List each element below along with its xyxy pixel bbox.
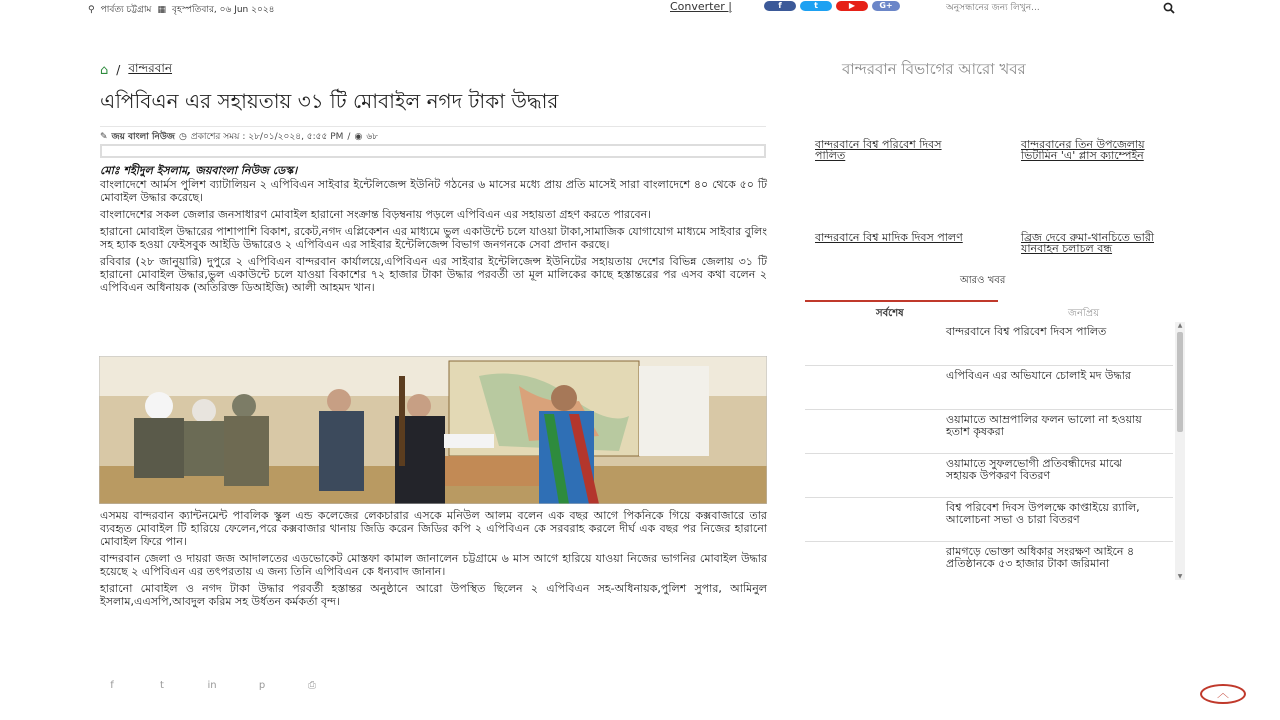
- eye-icon: ◉: [354, 131, 363, 142]
- pinterest-share-icon[interactable]: p: [258, 680, 266, 691]
- paragraph: হারানো মোবাইল উদ্ধারের পাশাপাশি বিকাশ, রকেট,নগদ এপ্লিকেশন এর মাধ্যমে ভুল একাউন্টে চলে যাওয়া টাকা,সামাজিক যোগাযোগ মাধ্যমে সাইবার বুলিং সহ হ্যাক হওয়া ফেইসবুক আইডি উদ্ধারেও ২ এপিবিএন এর সাইবার ইন্টেলিজেন্স বিভাগ জনগনকে সেবা প্রদান করছে।: [100, 225, 767, 251]
- latest-news-list: [805, 322, 1175, 580]
- twitter-share-icon[interactable]: t: [160, 680, 164, 691]
- list-item-title[interactable]: বিশ্ব পরিবেশ দিবস উপলক্ষে কাপ্তাইয়ে র‍্যালি, আলোচনা সভা ও চারা বিতরণ: [946, 501, 1140, 526]
- breadcrumb: [100, 60, 172, 80]
- list-item[interactable]: [805, 454, 1173, 498]
- list-item[interactable]: [805, 410, 1173, 454]
- google-plus-icon[interactable]: G+: [872, 1, 900, 11]
- sidebar-scrollbar[interactable]: [1175, 322, 1185, 580]
- article-title: এপিবিএন এর সহায়তায় ৩১ টি মোবাইল নগদ টাকা উদ্ধার: [100, 89, 559, 113]
- tab-popular[interactable]: জনপ্রিয়: [1068, 308, 1100, 319]
- breadcrumb-item[interactable]: বান্দরবান: [128, 61, 173, 75]
- chevron-up-icon: ︿: [1216, 686, 1229, 700]
- paragraph: বাংলাদেশে আর্মস পুলিশ ব্যাটালিয়ন ২ এপিবিএন সাইবার ইন্টেলিজেন্স ইউনিট গঠনের ৬ মাসের মধ্যে প্রায় প্রতি মাসেই সারা বাংলাদেশে ৪০ থেকে ৫০ টি মোবাইল উদ্ধার করেছে।: [100, 178, 767, 204]
- list-item[interactable]: [805, 366, 1173, 410]
- scroll-thumb[interactable]: [1177, 332, 1183, 432]
- ad-placeholder-box: [100, 144, 766, 158]
- list-item-title[interactable]: রামগড়ে ভোক্তা অধিকার সংরক্ষণ আইনে ৪ প্রতিষ্ঠানকে ৫৩ হাজার টাকা জরিমানা: [946, 545, 1135, 570]
- social-links: [764, 1, 900, 11]
- paragraph: বাংলাদেশের সকল জেলার জনসাধারণ মোবাইল হারানো সংক্রান্ত বিড়ম্বনায় পড়লে এপিবিএন এর সহায়তা গ্রহণ করতে পারবেন।: [100, 208, 652, 221]
- article-body: [100, 178, 767, 298]
- breadcrumb-separator: /: [116, 63, 121, 77]
- facebook-icon[interactable]: f: [764, 1, 796, 11]
- scroll-up-arrow-icon[interactable]: ▲: [1177, 322, 1183, 329]
- clock-icon: ◷: [179, 131, 187, 142]
- list-item[interactable]: [805, 322, 1173, 366]
- article-photo: [99, 356, 767, 504]
- print-icon[interactable]: ⎙: [308, 680, 316, 691]
- location-text: পার্বত্য চট্টগ্রাম: [100, 5, 152, 15]
- more-news-link[interactable]: আরও খবর: [960, 275, 1006, 286]
- list-item[interactable]: [805, 498, 1173, 542]
- list-item-title[interactable]: ওয়ামাতে আম্রপালির ফলন ভালো না হওয়ায় হতাশ কৃষকরা: [946, 413, 1142, 438]
- sidebar-link[interactable]: বান্দরবানে বিশ্ব পরিবেশ দিবস পালিত: [815, 138, 942, 162]
- view-count: ৬৮: [366, 132, 379, 142]
- converter-link[interactable]: Converter |: [670, 0, 732, 13]
- search-icon[interactable]: [1163, 2, 1175, 14]
- paragraph: এসময় বান্দরবান ক্যান্টনমেন্ট পাবলিক স্কুল এন্ড কলেজের লেকচারার এসকে মনিউল আলম বলেন এক বছর আগে পিকনিকে গিয়ে কক্সবাজারে তার ব্যবহৃত মোবাইল টি হারিয়ে ফেলেন,পরে কক্সবাজার থানায় জিডি করেন জিডির কপি ২ এপিবিএন কে সরবরাহ করলে দীর্ঘ এক বছর পর নিজের হারানো মোবাইল ফিরে পান।: [100, 509, 767, 548]
- sidebar-link[interactable]: বান্দরবানে বিশ্ব মাদিক দিবস পালণ: [815, 231, 963, 244]
- list-item-title[interactable]: বান্দরবানে বিশ্ব পরিবেশ দিবস পালিত: [946, 325, 1107, 338]
- twitter-icon[interactable]: t: [800, 1, 832, 11]
- date-text: বৃহস্পতিবার, ০৬ Jun ২০২৪: [171, 5, 275, 15]
- map-pin-icon: ⚲: [88, 4, 95, 15]
- sidebar-title: বান্দরবান বিভাগের আরো খবর: [842, 60, 1026, 78]
- published-time: প্রকাশের সময় : ২৮/০১/২০২৪, ৫:৫৫ PM: [190, 132, 344, 142]
- paragraph: হারানো মোবাইল ও নগদ টাকা উদ্ধার পরবর্তী হস্তান্তর অনুষ্ঠানে আরো উপস্থিত ছিলেন ২ এপিবিএন সহ-অধিনায়ক,পুলিশ সুপার, আমিনুল ইসলাম,এএসপি,আবদুল করিম সহ উর্ধতন কর্মকর্তা বৃন্দ।: [100, 582, 767, 608]
- list-item-title[interactable]: এপিবিএন এর অভিযানে চোলাই মদ উদ্ধার: [946, 369, 1131, 382]
- list-item-title[interactable]: ওয়ামাতে সুফলভোগী প্রতিবন্ধীদের মাঝে সহায়ক উপকরণ বিতরণ: [946, 457, 1122, 482]
- search-input[interactable]: [946, 1, 1156, 15]
- sidebar-link[interactable]: ব্রিজ দেবে রুমা-থানচিতে ভারী যানবাহন চলাচল বন্ধ: [1021, 231, 1155, 255]
- home-icon[interactable]: ⌂: [100, 62, 109, 78]
- separator: /: [347, 131, 351, 142]
- tab-latest[interactable]: সর্বশেষ: [876, 308, 904, 319]
- calendar-icon: ▦: [157, 4, 166, 15]
- tab-indicator: [805, 300, 998, 302]
- article-meta: [100, 129, 378, 144]
- byline: মোঃ শহীদুল ইসলাম, জয়বাংলা নিউজ ডেস্ক।: [100, 164, 298, 177]
- article-body-continued: [100, 509, 767, 612]
- top-bar: [0, 0, 1280, 16]
- linkedin-share-icon[interactable]: in: [207, 680, 217, 691]
- paragraph: রবিবার (২৮ জানুয়ারি) দুপুরে ২ এপিবিএন বান্দরবান কার্যালয়ে,এপিবিএন এর সাইবার ইন্টেলিজেন্স ইউনিটের সহায়তায় দেশের বিভিন্ন জেলায় ৩১ টি হারানো মোবাইল উদ্ধার,ভুল একাউন্টে চলে যাওয়া বিকাশের ৭২ হাজার টাকা উদ্ধার পরবর্তী তা মূল মালিকের কাছে হস্তান্তরের পর এসব কথা বলেন ২ এপিবিএন অধিনায়ক (অতিরিক্ত ডিআইজি) আলী আহমদ খান।: [100, 255, 767, 294]
- facebook-share-icon[interactable]: f: [110, 680, 114, 691]
- youtube-icon[interactable]: ▶: [836, 1, 868, 11]
- share-bar: [103, 680, 321, 691]
- back-to-top-button[interactable]: [1200, 684, 1246, 704]
- list-item[interactable]: [805, 542, 1173, 580]
- photo-illustration: [99, 356, 767, 504]
- author: জয় বাংলা নিউজ: [111, 132, 175, 142]
- scroll-down-arrow-icon[interactable]: ▼: [1177, 573, 1183, 580]
- location-date: [88, 2, 275, 17]
- divider: [100, 126, 766, 127]
- pen-icon: ✎: [100, 131, 108, 142]
- paragraph: বান্দরবান জেলা ও দায়রা জজ আদালতের এডভোকেট মোস্তফা কামাল জানালেন চট্টগ্রামে ৬ মাস আগে হারিয়ে যাওয়া নিজের ভাগনির মোবাইল উদ্ধার হয়েছে ২ এপিবিএন এর তৎপরতায় এ জন্য তিনি এপিবিএন কে ধন্যবাদ জানান।: [100, 552, 767, 578]
- sidebar-link[interactable]: বান্দরবানের তিন উপজেলায় ভিটামিন 'এ' প্লাস ক্যাম্পেইন: [1021, 138, 1145, 162]
